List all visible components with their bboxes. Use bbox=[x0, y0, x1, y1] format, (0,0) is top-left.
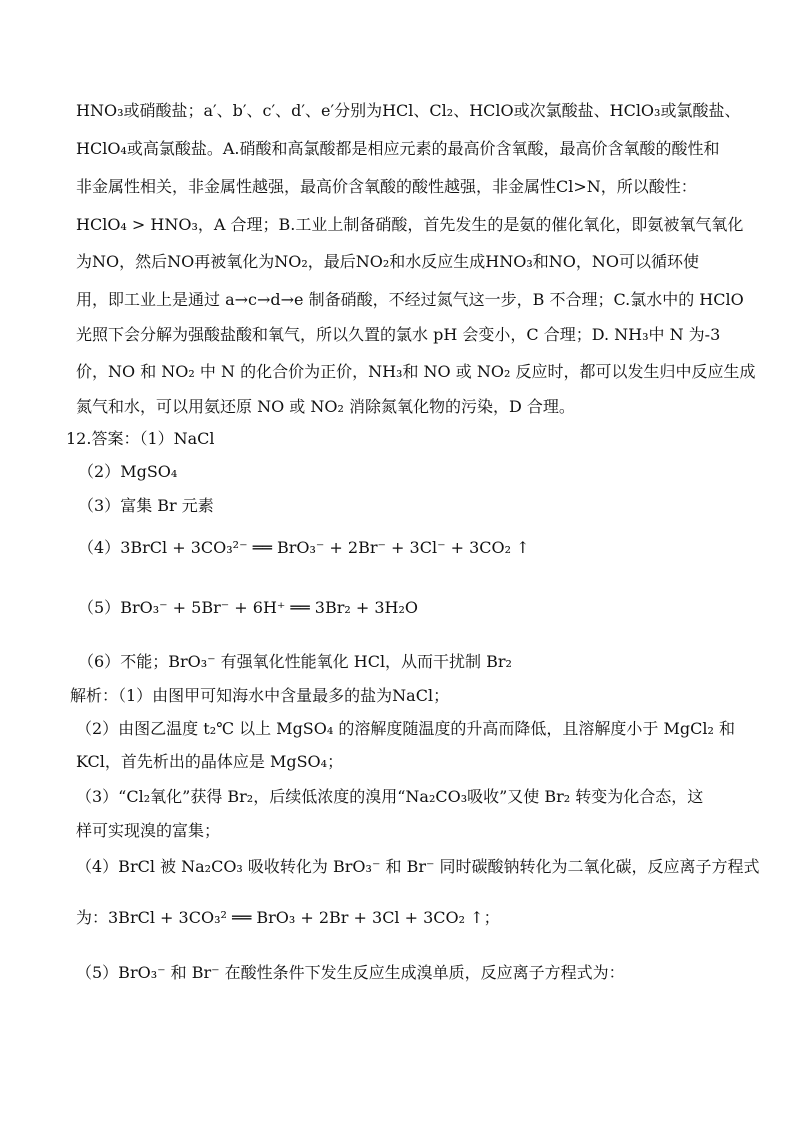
paragraph-line: 非金属性相关，非金属性越强，最高价含氧酸的酸性越强，非金属性Cl>N，所以酸性： bbox=[76, 177, 697, 196]
answer-formula: 富集 Br 元素 bbox=[120, 496, 214, 515]
answer-item bbox=[78, 495, 738, 517]
analysis-line: KCl，首先析出的晶体应是 MgSO₄； bbox=[76, 752, 344, 771]
answer-number: （2） bbox=[78, 462, 121, 481]
analysis-line: 解析：（1）由图甲可知海水中含量最多的盐为NaCl； bbox=[70, 686, 450, 705]
answer-number: （6） bbox=[78, 652, 121, 671]
answer-item bbox=[78, 461, 738, 483]
analysis-line: 样可实现溴的富集； bbox=[76, 821, 221, 840]
paragraph-line: 氮气和水，可以用氨还原 NO 或 NO₂ 消除氮氧化物的污染，D 合理。 bbox=[76, 397, 575, 416]
answer-formula: MgSO₄ bbox=[120, 462, 178, 481]
question-heading: 12.答案：（1）NaCl bbox=[66, 429, 215, 448]
answer-item bbox=[78, 597, 738, 619]
paragraph-line: HClO₄或高氯酸盐。A.硝酸和高氯酸都是相应元素的最高价含氧酸，最高价含氧酸的酸性和 bbox=[76, 139, 720, 158]
answer-number: （3） bbox=[78, 496, 121, 515]
answer-formula: BrO₃⁻ + 5Br⁻ + 6H⁺ ══ 3Br₂ + 3H₂O bbox=[120, 598, 419, 617]
analysis-line: （4）BrCl 被 Na₂CO₃ 吸收转化为 BrO₃⁻ 和 Br⁻ 同时碳酸钠转化为二氧化碳，反应离子方程式 bbox=[76, 857, 760, 876]
paragraph-line: HClO₄ > HNO₃，A 合理；B.工业上制备硝酸，首先发生的是氨的催化氧化，即氨被氧气氧化 bbox=[76, 215, 744, 234]
answer-formula: 3BrCl + 3CO₃²⁻ ══ BrO₃⁻ + 2Br⁻ + 3Cl⁻ + 3CO₂ ↑ bbox=[120, 538, 530, 557]
paragraph-line: HNO₃或硝酸盐；a′、b′、c′、d′、e′分别为HCl、Cl₂、HClO或次氯酸盐、HClO₃或氯酸盐、 bbox=[76, 101, 741, 120]
answer-number: （5） bbox=[78, 598, 121, 617]
analysis-line: （2）由图乙温度 t₂℃ 以上 MgSO₄ 的溶解度随温度的升高而降低，且溶解度小于 MgCl₂ 和 bbox=[76, 719, 735, 738]
analysis-line: （3）“Cl₂氧化”获得 Br₂，后续低浓度的溴用“Na₂CO₃吸收”又使 Br₂ 转变为化合态，这 bbox=[76, 787, 704, 806]
answer-item bbox=[78, 651, 738, 673]
answer-formula: 不能；BrO₃⁻ 有强氧化性能氧化 HCl，从而干扰制 Br₂ bbox=[120, 652, 512, 671]
paragraph-line: 光照下会分解为强酸盐酸和氧气，所以久置的氯水 pH 会变小，C 合理；D. NH₃中 N 为-3 bbox=[76, 325, 721, 344]
paragraph-line: 价，NO 和 NO₂ 中 N 的化合价为正价，NH₃和 NO 或 NO₂ 反应时，都可以发生归中反应生成 bbox=[76, 362, 756, 381]
analysis-line: 为：3BrCl + 3CO₃² ══ BrO₃ + 2Br + 3Cl + 3CO₂ ↑； bbox=[76, 908, 500, 927]
answer-number: （4） bbox=[78, 538, 121, 557]
paragraph-line: 为NO，然后NO再被氧化为NO₂，最后NO₂和水反应生成HNO₃和NO，NO可以循环使 bbox=[76, 252, 700, 271]
paragraph-line: 用，即工业上是通过 a→c→d→e 制备硝酸，不经过氮气这一步，B 不合理；C.氯水中的 HClO bbox=[76, 290, 744, 309]
analysis-line: （5）BrO₃⁻ 和 Br⁻ 在酸性条件下发生反应生成溴单质，反应离子方程式为： bbox=[76, 963, 625, 982]
answer-item bbox=[78, 537, 738, 559]
